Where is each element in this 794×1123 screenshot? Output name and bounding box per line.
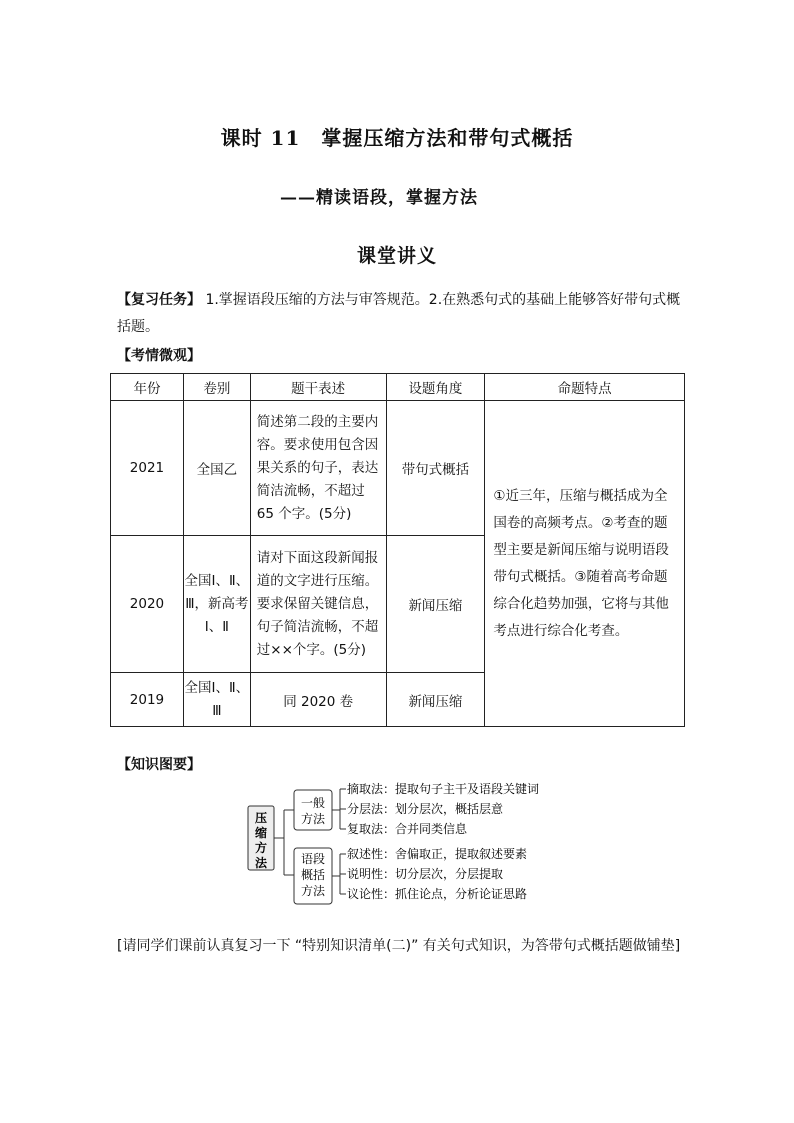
- cell-stem: 同 2020 卷: [250, 673, 386, 727]
- paragraph-method-label: 方法: [300, 884, 326, 898]
- general-connector: [332, 789, 346, 829]
- root-char: 缩: [254, 826, 268, 840]
- cell-year: 2020: [111, 536, 184, 673]
- general-item: 摘取法：提取句子主干及语段关键词: [347, 782, 540, 796]
- header-year: 年份: [111, 374, 184, 401]
- cell-features: ①近三年，压缩与概括成为全国卷的高频考点。②考查的题型主要是新闻压缩与说明语段带句式概括。③随着高考命题综合化趋势加强，它将与其他考点进行综合化考查。: [485, 401, 685, 727]
- review-task: [117, 287, 687, 341]
- root-char: 方: [254, 841, 268, 855]
- footer-note: [请同学们课前认真复习一下 “特别知识清单(二)” 有关句式知识，为答带句式概括题做铺垫]: [117, 938, 681, 954]
- paragraph-connector: [332, 854, 346, 894]
- header-paper: 卷别: [183, 374, 250, 401]
- exam-table: [110, 373, 685, 727]
- cell-paper: 全国Ⅰ、Ⅱ、Ⅲ，新高考Ⅰ、Ⅱ: [183, 536, 250, 673]
- review-task-text: 1.掌握语段压缩的方法与审答规范。2.在熟悉句式的基础上能够答好带句式概括题。: [117, 292, 681, 335]
- cell-angle: 新闻压缩: [386, 536, 485, 673]
- general-item: 分层法：划分层次，概括层意: [347, 802, 504, 816]
- review-task-tag: 【复习任务】: [117, 292, 201, 308]
- root-char: 法: [254, 856, 268, 870]
- root-char: 压: [254, 811, 268, 825]
- header-angle: 设题角度: [386, 374, 485, 401]
- cell-stem: 简述第二段的主要内容。要求使用包含因果关系的句子，表达简洁流畅，不超过 65 个字。(5分): [250, 401, 386, 536]
- root-connector: [274, 810, 294, 875]
- cell-paper: 全国乙: [183, 401, 250, 536]
- knowledge-label: 【知识图要】: [117, 757, 201, 773]
- paragraph-item: 说明性：切分层次，分层提取: [347, 867, 504, 881]
- header-features: 命题特点: [485, 374, 685, 401]
- cell-stem: 请对下面这段新闻报道的文字进行压缩。要求保留关键信息，句子简洁流畅，不超过××个字。(5分): [250, 536, 386, 673]
- exam-label: 【考情微观】: [117, 348, 201, 364]
- lesson-subtitle: ——精读语段，掌握方法: [280, 188, 478, 208]
- header-stem: 题干表述: [250, 374, 386, 401]
- paragraph-item: 叙述性：舍偏取正，提取叙述要素: [347, 847, 528, 861]
- paragraph-method-label: 概括: [300, 868, 326, 882]
- cell-angle: 新闻压缩: [386, 673, 485, 727]
- paragraph-item: 议论性：抓住论点，分析论证思路: [347, 887, 528, 901]
- cell-year: 2019: [111, 673, 184, 727]
- general-method-label: 一般: [300, 796, 326, 810]
- paragraph-method-label: 语段: [300, 852, 326, 866]
- cell-paper: 全国Ⅰ、Ⅱ、Ⅲ: [183, 673, 250, 727]
- general-item: 复取法：合并同类信息: [347, 822, 468, 836]
- section-title: 课堂讲义: [356, 245, 437, 267]
- general-method-label: 方法: [300, 812, 326, 826]
- table-header-row: [111, 374, 685, 401]
- table-row: [111, 401, 685, 536]
- knowledge-mindmap: [240, 778, 580, 908]
- cell-angle: 带句式概括: [386, 401, 485, 536]
- lesson-title: 课时 11 掌握压缩方法和带句式概括: [220, 126, 574, 150]
- cell-year: 2021: [111, 401, 184, 536]
